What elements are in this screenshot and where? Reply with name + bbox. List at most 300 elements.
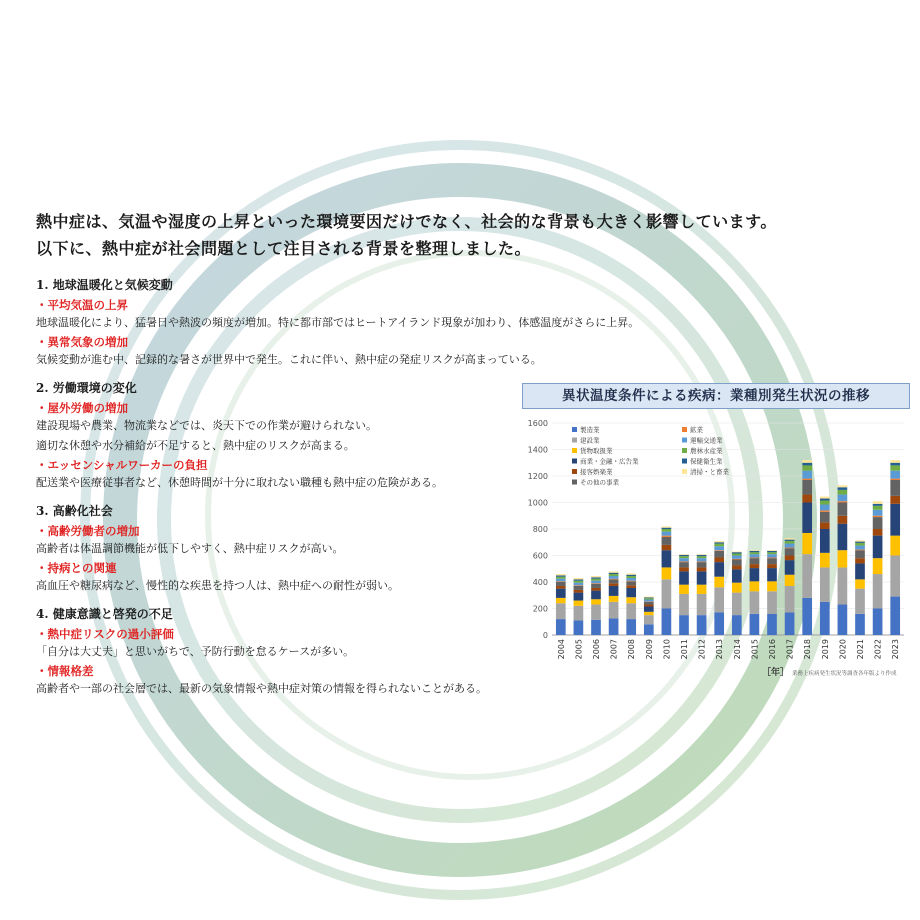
bar-segment	[802, 503, 812, 533]
bar-segment	[714, 562, 724, 577]
bar-segment	[556, 582, 566, 586]
x-tick-label: 2004	[556, 639, 566, 660]
bar-segment	[802, 479, 812, 480]
bar-segment	[591, 599, 601, 604]
bar-segment	[802, 463, 812, 466]
y-tick-label: 600	[532, 551, 548, 561]
bar-segment	[626, 573, 636, 574]
bar-segment	[644, 602, 654, 605]
bar-segment	[626, 576, 636, 578]
bar-segment	[644, 597, 654, 598]
bar-segment	[732, 552, 742, 553]
bar-segment	[732, 559, 742, 560]
chart-panel	[512, 383, 912, 683]
bar-segment	[802, 465, 812, 470]
bar-segment	[873, 517, 883, 529]
bar-segment	[855, 589, 865, 614]
bar-segment	[574, 593, 584, 601]
bar-segment	[556, 603, 566, 619]
subheading: ・情報格差	[36, 664, 94, 678]
y-tick-label: 400	[532, 578, 548, 587]
x-tick-label: 2019	[820, 639, 830, 660]
bar-segment	[574, 578, 584, 579]
bar-segment	[609, 573, 619, 574]
bar-segment	[873, 529, 883, 536]
bar-segment	[767, 557, 777, 558]
x-tick-label: 2011	[680, 639, 689, 660]
bar-segment	[697, 567, 707, 571]
bar-segment	[785, 556, 795, 561]
x-tick-label: 2014	[732, 639, 742, 660]
bar-segment	[644, 612, 654, 615]
legend-label: 建設業	[580, 436, 600, 445]
legend-swatch	[572, 459, 577, 464]
description: 気候変動が進む中、記録的な暑さが世界中で発生。これに伴い、熱中症の発症リスクが高まっている。	[36, 353, 542, 366]
bar-segment	[802, 471, 812, 479]
bar-segment	[767, 554, 777, 557]
legend-label: その他の事業	[580, 478, 619, 487]
bar-segment	[574, 585, 584, 586]
y-tick-label: 1400	[527, 445, 548, 455]
description: 適切な休憩や水分補給が不足すると、熱中症のリスクが高まる。	[36, 439, 355, 452]
bar-segment	[855, 546, 865, 550]
legend-label: 清掃・と畜業	[690, 468, 729, 476]
y-tick-label: 1200	[527, 472, 548, 481]
bar-segment	[609, 618, 619, 635]
bar-segment	[802, 598, 812, 635]
bar-segment	[873, 574, 883, 608]
bar-segment	[644, 624, 654, 635]
bar-segment	[890, 496, 900, 504]
bar-segment	[732, 554, 742, 556]
bar-segment	[802, 495, 812, 503]
bar-segment	[714, 541, 724, 542]
x-tick-label: 2023	[891, 639, 901, 660]
bar-segment	[679, 615, 689, 635]
bar-segment	[644, 605, 654, 607]
bar-segment	[556, 577, 566, 579]
description: 「自分は大丈夫」と思いがちで、予防行動を怠るケースが多い。	[36, 645, 355, 658]
bar-segment	[855, 543, 865, 546]
bar-segment	[679, 556, 689, 558]
bar-segment	[767, 568, 777, 581]
bar-segment	[873, 504, 883, 506]
bar-segment	[662, 579, 672, 608]
bar-segment	[767, 551, 777, 552]
bar-segment	[556, 574, 566, 575]
bar-segment	[732, 552, 742, 553]
bar-segment	[714, 557, 724, 562]
bar-segment	[750, 552, 760, 554]
bar-segment	[574, 586, 584, 590]
bar-segment	[714, 544, 724, 547]
bar-segment	[591, 579, 601, 581]
bar-segment	[838, 490, 848, 495]
bar-segment	[855, 579, 865, 588]
intro-line-2: 以下に、熱中症が社会問題として注目される背景を整理しました。	[36, 239, 532, 258]
bar-segment	[626, 578, 636, 581]
bar-segment	[626, 619, 636, 635]
bar-segment	[556, 589, 566, 598]
bar-segment	[714, 587, 724, 612]
bar-segment	[820, 529, 830, 553]
x-axis-label: ［年］	[762, 668, 790, 678]
bar-segment	[609, 583, 619, 586]
y-tick-label: 1000	[527, 498, 548, 508]
bar-segment	[556, 575, 566, 576]
bar-segment	[556, 581, 566, 582]
legend-swatch	[682, 459, 687, 464]
bar-segment	[785, 544, 795, 548]
bar-segment	[591, 620, 601, 635]
x-tick-label: 2008	[627, 639, 637, 660]
bar-segment	[732, 559, 742, 565]
bar-segment	[732, 593, 742, 616]
bar-segment	[802, 533, 812, 554]
bar-segment	[591, 584, 601, 588]
bar-segment	[873, 506, 883, 510]
bar-segment	[767, 614, 777, 635]
bar-segment	[785, 548, 795, 549]
intro-line-1: 熱中症は、気温や湿度の上昇といった環境要因だけでなく、社会的な背景も大きく影響しています。	[36, 212, 777, 231]
bar-segment	[609, 571, 619, 572]
bar-segment	[609, 596, 619, 602]
bar-segment	[697, 594, 707, 615]
bar-segment	[574, 620, 584, 635]
bar-segment	[802, 480, 812, 495]
bar-segment	[838, 503, 848, 516]
bar-segment	[697, 554, 707, 555]
x-tick-label: 2022	[873, 639, 883, 660]
bar-segment	[890, 597, 900, 635]
bar-segment	[662, 536, 672, 537]
bar-segment	[556, 586, 566, 589]
bar-segment	[714, 542, 724, 543]
bar-segment	[626, 581, 636, 582]
legend-swatch	[682, 438, 687, 443]
bar-segment	[609, 579, 619, 583]
bar-segment	[820, 510, 830, 511]
bar-segment	[890, 480, 900, 496]
bar-segment	[626, 597, 636, 603]
bar-segment	[785, 560, 795, 575]
bar-segment	[838, 567, 848, 604]
bar-segment	[609, 574, 619, 576]
bar-segment	[890, 479, 900, 480]
bar-segment	[697, 585, 707, 594]
bar-segment	[750, 558, 760, 564]
bar-segment	[626, 575, 636, 576]
bar-segment	[662, 532, 672, 536]
bar-segment	[679, 571, 689, 584]
bar-segment	[679, 555, 689, 556]
bar-segment	[591, 588, 601, 591]
stacked-bar-chart	[512, 413, 912, 681]
bar-segment	[609, 576, 619, 579]
bar-segment	[820, 602, 830, 635]
bar-segment	[890, 504, 900, 536]
bar-segment	[679, 554, 689, 555]
bar-segment	[838, 485, 848, 487]
legend-label: 貨物取扱業	[580, 447, 613, 455]
description: 配送業や医療従事者など、休憩時間が十分に取れない職種も熱中症の危険がある。	[36, 476, 443, 489]
bar-segment	[767, 552, 777, 554]
bar-segment	[644, 615, 654, 624]
x-tick-label: 2018	[803, 639, 813, 660]
bar-segment	[574, 606, 584, 621]
x-tick-label: 2005	[574, 639, 584, 660]
subheading: ・エッセンシャルワーカーの負担	[36, 458, 208, 472]
y-tick-label: 1600	[527, 419, 548, 428]
bar-segment	[750, 581, 760, 591]
legend-label: 鉱業	[690, 426, 703, 434]
x-tick-label: 2020	[838, 639, 848, 660]
bar-segment	[679, 558, 689, 561]
bar-segment	[785, 541, 795, 544]
legend-label: 商業・金融・広告業	[580, 457, 639, 466]
bar-segment	[556, 619, 566, 635]
legend-label: 農林水産業	[690, 447, 723, 455]
bar-segment	[591, 576, 601, 577]
bar-segment	[785, 575, 795, 586]
x-tick-label: 2017	[785, 639, 795, 660]
bar-segment	[574, 579, 584, 580]
bar-segment	[732, 615, 742, 635]
bar-segment	[838, 516, 848, 524]
x-tick-label: 2015	[750, 639, 760, 660]
bar-segment	[820, 522, 830, 529]
section-heading: 1. 地球温暖化と気候変動	[36, 278, 173, 292]
intro-text	[36, 208, 896, 262]
legend-swatch	[682, 448, 687, 453]
x-tick-label: 2012	[697, 639, 707, 660]
description: 高血圧や糖尿病など、慢性的な疾患を持つ人は、熱中症への耐性が弱い。	[36, 579, 399, 592]
legend-label: 製造業	[580, 426, 600, 434]
bar-segment	[644, 599, 654, 601]
bar-segment	[697, 556, 707, 558]
bar-segment	[873, 510, 883, 516]
bar-segment	[855, 614, 865, 635]
section-aging-society	[36, 502, 536, 595]
bar-segment	[609, 586, 619, 596]
y-tick-label: 800	[532, 525, 548, 534]
legend-swatch	[572, 448, 577, 453]
bar-segment	[873, 536, 883, 559]
bar-segment	[662, 567, 672, 579]
bar-segment	[873, 501, 883, 504]
bar-segment	[750, 550, 760, 551]
bar-segment	[767, 591, 777, 614]
bar-segment	[679, 567, 689, 571]
bar-segment	[838, 501, 848, 502]
bar-segment	[890, 536, 900, 556]
bar-segment	[679, 585, 689, 594]
subheading: ・持病との関連	[36, 561, 117, 575]
bar-segment	[679, 562, 689, 567]
bar-segment	[644, 607, 654, 612]
bar-segment	[767, 558, 777, 564]
bar-segment	[609, 579, 619, 580]
bar-segment	[697, 561, 707, 562]
bar-segment	[855, 550, 865, 551]
bar-segment	[697, 571, 707, 584]
bar-segment	[890, 460, 900, 463]
bar-segment	[873, 609, 883, 636]
bar-segment	[591, 605, 601, 620]
bar-segment	[785, 548, 795, 555]
section-heading: 3. 高齢化社会	[36, 504, 113, 518]
bar-segment	[838, 605, 848, 635]
subheading: ・屋外労働の増加	[36, 401, 128, 415]
bar-segment	[591, 577, 601, 578]
bar-segment	[855, 558, 865, 563]
bar-segment	[644, 598, 654, 599]
bar-segment	[785, 540, 795, 541]
bar-segment	[890, 471, 900, 479]
bar-segment	[714, 546, 724, 550]
bar-segment	[767, 564, 777, 568]
legend-swatch	[682, 427, 687, 432]
bar-segment	[855, 542, 865, 543]
bar-segment	[732, 583, 742, 593]
legend-label: 接客娯楽業	[580, 468, 613, 476]
bar-segment	[802, 554, 812, 598]
bar-segment	[662, 550, 672, 567]
bar-segment	[785, 612, 795, 635]
bar-segment	[785, 586, 795, 613]
section-health-awareness	[36, 605, 536, 698]
bar-segment	[662, 528, 672, 529]
description: 高齢者は体温調節機能が低下しやすく、熱中症リスクが高い。	[36, 542, 344, 555]
bar-segment	[890, 465, 900, 470]
y-tick-label: 0	[542, 631, 548, 640]
bar-segment	[767, 550, 777, 551]
bar-segment	[820, 512, 830, 523]
bar-segment	[820, 567, 830, 601]
bar-segment	[662, 529, 672, 532]
bar-segment	[820, 501, 830, 505]
bar-segment	[838, 524, 848, 551]
bar-segment	[714, 550, 724, 551]
bar-segment	[626, 588, 636, 597]
bar-segment	[750, 554, 760, 557]
bar-segment	[679, 561, 689, 562]
section-heading: 2. 労働環境の変化	[36, 381, 137, 395]
legend-label: 運輸交通業	[690, 436, 723, 445]
x-tick-label: 2007	[609, 639, 619, 660]
bar-segment	[890, 556, 900, 597]
subheading: ・異常気象の増加	[36, 335, 128, 349]
bar-segment	[697, 562, 707, 567]
bar-segment	[750, 551, 760, 552]
bar-segment	[644, 598, 654, 599]
description: 地球温暖化により、猛暑日や熱波の頻度が増加。特に都市部ではヒートアイランド現象が加わり、体感温度がさらに上昇。	[36, 316, 640, 329]
bar-segment	[591, 583, 601, 584]
legend-swatch	[572, 469, 577, 474]
bar-segment	[662, 609, 672, 636]
bar-segment	[855, 540, 865, 541]
bar-segment	[697, 558, 707, 561]
bar-segment	[802, 460, 812, 463]
bar-segment	[873, 516, 883, 517]
bar-segment	[662, 545, 672, 550]
bar-segment	[591, 591, 601, 600]
bar-segment	[838, 495, 848, 502]
subheading: ・高齢労働者の増加	[36, 524, 140, 538]
bar-segment	[820, 504, 830, 510]
legend-swatch	[682, 469, 687, 474]
chart-title: 異状温度条件による疾病：業種別発生状況の推移	[522, 383, 910, 409]
x-tick-label: 2006	[592, 639, 601, 660]
bar-segment	[662, 526, 672, 527]
bar-segment	[750, 564, 760, 568]
bar-segment	[732, 565, 742, 569]
bar-segment	[890, 463, 900, 466]
bar-segment	[697, 555, 707, 556]
bar-segment	[574, 581, 584, 583]
section-heading: 4. 健康意識と啓発の不足	[36, 607, 173, 621]
bar-segment	[855, 563, 865, 579]
x-tick-label: 2021	[856, 639, 865, 660]
subheading: ・平均気温の上昇	[36, 298, 128, 312]
bar-segment	[626, 603, 636, 619]
x-tick-label: 2009	[644, 639, 654, 660]
bar-segment	[750, 614, 760, 635]
bar-segment	[591, 581, 601, 584]
bar-segment	[662, 537, 672, 545]
bar-segment	[750, 557, 760, 558]
bar-segment	[820, 499, 830, 501]
x-tick-label: 2013	[715, 639, 725, 660]
section-labor-environment	[36, 379, 536, 492]
bar-segment	[820, 553, 830, 568]
bar-segment	[574, 583, 584, 586]
bar-segment	[750, 591, 760, 614]
bar-segment	[750, 568, 760, 581]
bar-segment	[732, 569, 742, 582]
bar-segment	[574, 590, 584, 593]
legend-label: 保健衛生業	[690, 457, 723, 466]
bar-segment	[785, 538, 795, 539]
y-tick-label: 200	[532, 604, 548, 614]
section-global-warming	[36, 276, 640, 369]
bar-segment	[714, 612, 724, 635]
bar-segment	[838, 550, 848, 567]
legend-swatch	[572, 480, 577, 485]
bar-segment	[714, 577, 724, 588]
x-tick-label: 2010	[662, 639, 672, 660]
bar-segment	[767, 581, 777, 591]
bar-segment	[714, 551, 724, 558]
bar-segment	[732, 556, 742, 559]
x-tick-label: 2016	[768, 639, 777, 660]
source-note: 業務上疾病発生状況等調査各年版より作成	[792, 671, 897, 677]
bar-segment	[574, 601, 584, 606]
bar-segment	[609, 602, 619, 619]
bar-segment	[556, 579, 566, 582]
bar-segment	[838, 487, 848, 490]
bar-segment	[556, 598, 566, 603]
bar-segment	[697, 615, 707, 635]
bar-segment	[626, 581, 636, 585]
bar-segment	[626, 585, 636, 588]
bar-segment	[855, 550, 865, 558]
description: 建設現場や農業、物流業などでは、炎天下での作業が避けられない。	[36, 419, 377, 432]
description: 高齢者や一部の社会層では、最新の気象情報や熱中症対策の情報を得られないことがある。	[36, 682, 487, 695]
bar-segment	[679, 594, 689, 615]
bar-segment	[820, 497, 830, 499]
legend-swatch	[572, 427, 577, 432]
